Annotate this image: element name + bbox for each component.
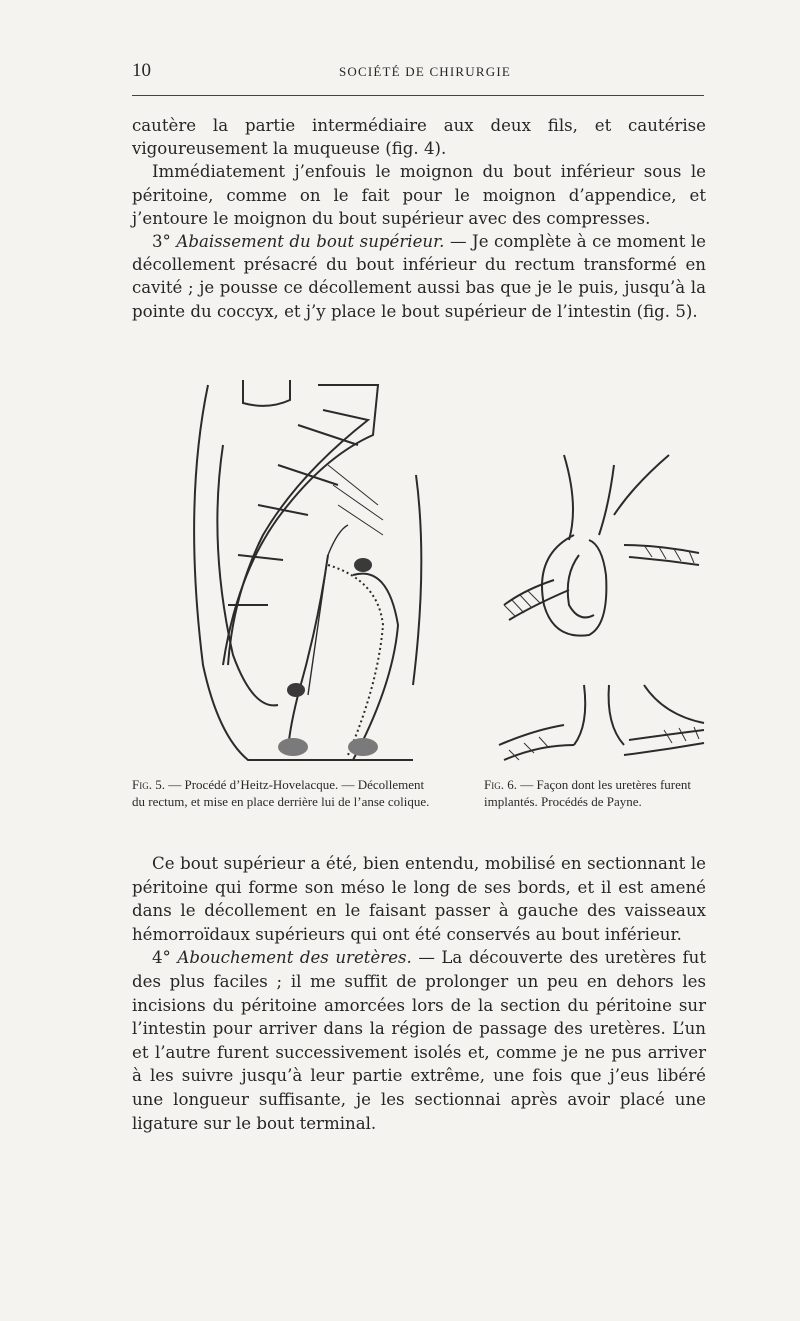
body-text-top bbox=[132, 114, 706, 323]
fig5-striations bbox=[328, 465, 383, 535]
fig5-ligature-right bbox=[354, 558, 372, 572]
figure-6-label: Fig. 6. bbox=[484, 777, 517, 792]
fig5-rectum-left bbox=[288, 555, 328, 755]
fig6-ureter-diagonal bbox=[614, 455, 669, 515]
fig6-colon-loop bbox=[542, 535, 606, 636]
fig6-lower-diagonal bbox=[644, 685, 704, 723]
fig6-lower-stem bbox=[574, 685, 624, 745]
fig6-lower-left bbox=[499, 725, 574, 760]
fig6-tube-right bbox=[624, 545, 699, 565]
section-number-3: 3° bbox=[152, 232, 171, 252]
running-title: SOCIÉTÉ DE CHIRURGIE bbox=[338, 64, 512, 79]
figure-6-caption-text: — Façon dont les uretères furent implantés. Procédés de Payne. bbox=[484, 777, 691, 809]
page-number: 10 bbox=[132, 60, 151, 81]
figure-5-label: Fig. 5. bbox=[132, 777, 165, 792]
fig5-vessel bbox=[308, 525, 348, 695]
header-rule bbox=[132, 95, 704, 96]
fig5-right-wall bbox=[413, 475, 421, 685]
fig6-lower-right bbox=[624, 730, 704, 755]
paragraph-3-text: — Je complète à ce moment le décollement présacré du bout inférieur du rectum transformé en cavité ; je pousse ce décollement aussi bas que je le puis, jusqu’à la pointe du coccyx, et j’y place le bout supérieur de l’intestin (fig. 5). bbox=[132, 232, 707, 321]
fig5-segment-lines bbox=[228, 425, 358, 605]
fig5-bowel-loop-outer bbox=[223, 385, 378, 665]
fig5-ligature-left bbox=[287, 683, 305, 697]
fig5-stump-right bbox=[348, 738, 378, 756]
paragraph-5 bbox=[132, 946, 706, 1135]
figure-5-caption bbox=[132, 776, 432, 810]
body-text-bottom bbox=[132, 852, 706, 1135]
figure-6-drawing bbox=[494, 445, 714, 775]
paragraph-1: cautère la partie intermédiaire aux deux fils, et cautérise vigoureusement la muqueuse (fig. 4). bbox=[132, 116, 706, 159]
fig5-stump-left bbox=[278, 738, 308, 756]
figures-area bbox=[0, 355, 800, 775]
paragraph-2: Immédiatement j’enfouis le moignon du bout inférieur sous le péritoine, comme on le fait pour le moignon d’appendice, et j’entoure le moignon du bout supérieur avec des compresses. bbox=[132, 162, 706, 228]
fig5-bladder-top bbox=[243, 380, 290, 406]
fig5-sacrum-outline bbox=[194, 385, 413, 760]
figure-5-drawing bbox=[178, 365, 438, 775]
fig5-rectum-right bbox=[353, 574, 398, 760]
fig6-ureter-upper-right bbox=[599, 465, 614, 535]
fig6-colon-loop-inner bbox=[568, 555, 594, 617]
paragraph-3 bbox=[132, 230, 706, 323]
figure-5-caption-text: — Procédé d’Heitz-Hovelacque. — Décollement du rectum, et mise en place derrière lui de l’anse colique. bbox=[132, 777, 430, 809]
section-heading-abaissement: Abaissement du bout supérieur. bbox=[176, 232, 445, 252]
paragraph-4: Ce bout supérieur a été, bien entendu, mobilisé en sectionnant le péritoine qui forme son méso le long de ses bords, et il est amené dans le décollement en le faisant passer à gauche des vaisseaux hémorroïdaux supérieurs qui ont été conservés au bout inférieur. bbox=[132, 854, 706, 944]
figure-6-caption bbox=[484, 776, 709, 810]
section-heading-abouchement: Abouchement des uretères. bbox=[177, 948, 412, 968]
section-number-4: 4° bbox=[152, 948, 171, 968]
paragraph-5-text: — La découverte des uretères fut des plus faciles ; il me suffit de prolonger un peu en dehors les incisions du péritoine amorcées lors de la section du péritoine sur l’intestin pour arriver dans la région de passage des uretères. L’un et l’autre furent successivement isolés et, comme je ne pus arriver à les suivre jusqu’à leur partie extrême, une fois que j’eus libéré une longueur suffisante, je les sectionnai après avoir placé une ligature sur le bout terminal. bbox=[132, 948, 707, 1133]
fig5-rectum-inner bbox=[328, 565, 383, 755]
fig6-ureter-upper-left bbox=[564, 455, 573, 540]
